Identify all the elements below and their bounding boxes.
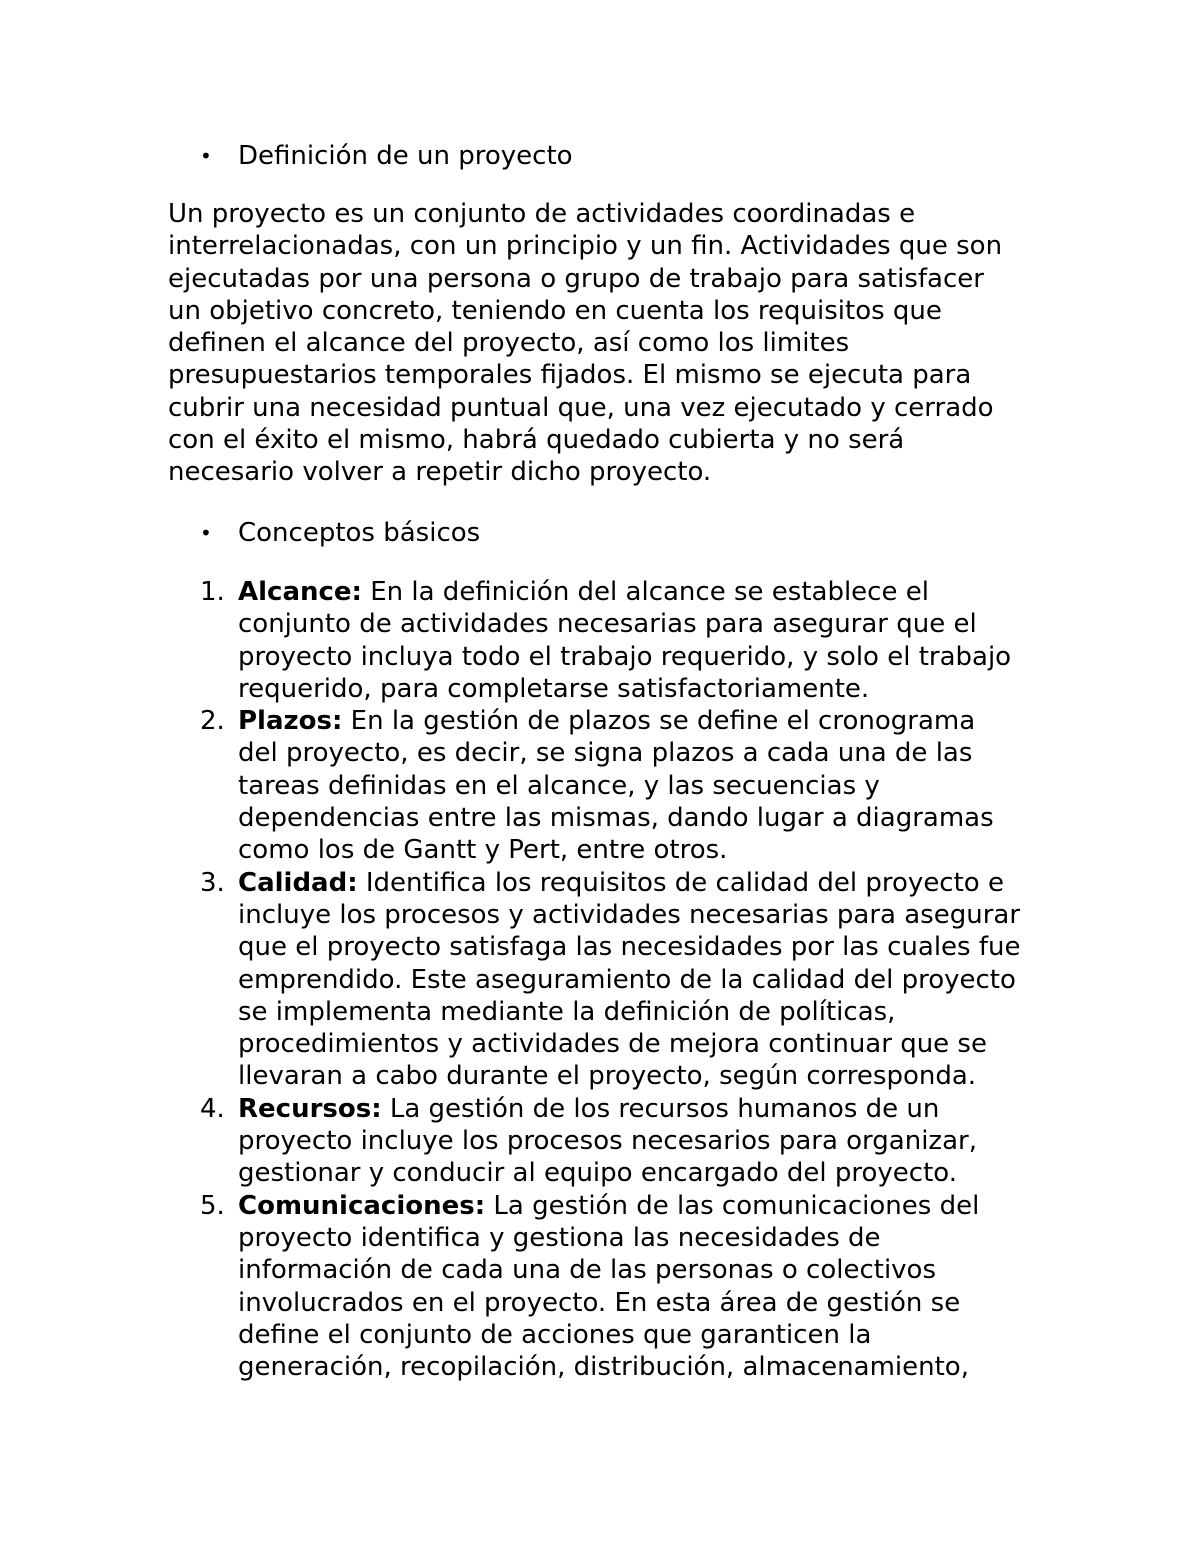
list-line: proyecto incluye los procesos necesarios para organizar, bbox=[238, 1126, 977, 1157]
term-label: Calidad: bbox=[238, 867, 358, 898]
bullet-heading-conceptos bbox=[200, 517, 480, 549]
list-number: 2. bbox=[200, 706, 225, 737]
list-number: 5. bbox=[200, 1190, 225, 1221]
term-text: La gestión de las comunicaciones del bbox=[485, 1190, 980, 1221]
paragraph-line: interrelacionadas, con un principio y un fin. Actividades que son bbox=[168, 231, 1003, 262]
paragraph-line: necesario volver a repetir dicho proyecto. bbox=[168, 457, 712, 488]
list-number: 4. bbox=[200, 1093, 225, 1124]
heading-text: Conceptos básicos bbox=[238, 518, 481, 548]
concepts-list bbox=[200, 576, 1100, 1383]
paragraph-line: ejecutadas por una persona o grupo de trabajo para satisfacer bbox=[168, 263, 984, 294]
heading-text: Definición de un proyecto bbox=[238, 141, 573, 171]
bullet-dot: • bbox=[200, 144, 212, 168]
term-text: Identifica los requisitos de calidad del proyecto e bbox=[357, 867, 1004, 898]
list-line: proyecto incluya todo el trabajo requerido, y solo el trabajo bbox=[238, 641, 1012, 672]
term-label: Comunicaciones: bbox=[238, 1190, 486, 1221]
list-line: como los de Gantt y Pert, entre otros. bbox=[238, 835, 728, 866]
list-line: que el proyecto satisfaga las necesidades por las cuales fue bbox=[238, 932, 1021, 963]
list-line: emprendido. Este aseguramiento de la calidad del proyecto bbox=[238, 964, 1016, 995]
term-label: Alcance: bbox=[238, 577, 362, 607]
paragraph-line: un objetivo concreto, teniendo en cuenta los requisitos que bbox=[168, 295, 942, 326]
list-line bbox=[238, 867, 1100, 899]
list-line: define el conjunto de acciones que garanticen la bbox=[238, 1319, 872, 1350]
list-line bbox=[238, 705, 1100, 737]
term-label: Plazos: bbox=[238, 706, 343, 737]
list-line bbox=[238, 1190, 1100, 1222]
term-text: En la definición del alcance se establece el bbox=[361, 577, 929, 607]
list-item-plazos bbox=[200, 705, 1100, 866]
list-item-comunicaciones bbox=[200, 1190, 1100, 1384]
list-line: proyecto identifica y gestiona las necesidades de bbox=[238, 1222, 881, 1253]
term-text: En la gestión de plazos se define el cronograma bbox=[342, 706, 976, 737]
list-line bbox=[238, 576, 1100, 608]
paragraph-line: presupuestarios temporales fijados. El mismo se ejecuta para bbox=[168, 360, 972, 391]
list-line: gestionar y conducir al equipo encargado del proyecto. bbox=[238, 1158, 957, 1189]
intro-paragraph bbox=[168, 198, 1068, 489]
list-line bbox=[238, 1093, 1100, 1125]
paragraph-line: con el éxito el mismo, habrá quedado cubierta y no será bbox=[168, 425, 905, 456]
list-line: información de cada una de las personas o colectivos bbox=[238, 1255, 937, 1286]
list-line: llevaran a cabo durante el proyecto, según corresponda. bbox=[238, 1061, 977, 1092]
list-line: dependencias entre las mismas, dando lugar a diagramas bbox=[238, 803, 994, 834]
list-number: 3. bbox=[200, 867, 225, 898]
list-line: conjunto de actividades necesarias para asegurar que el bbox=[238, 609, 977, 640]
list-line: se implementa mediante la definición de políticas, bbox=[238, 996, 896, 1027]
term-text: La gestión de los recursos humanos de un bbox=[381, 1093, 940, 1124]
list-item-calidad bbox=[200, 867, 1100, 1093]
list-line: requerido, para completarse satisfactoriamente. bbox=[238, 673, 870, 704]
paragraph-line: Un proyecto es un conjunto de actividades coordinadas e bbox=[168, 199, 916, 229]
list-line: del proyecto, es decir, se signa plazos a cada una de las bbox=[238, 738, 973, 769]
list-line: involucrados en el proyecto. En esta área de gestión se bbox=[238, 1287, 961, 1318]
list-line: incluye los procesos y actividades necesarias para asegurar bbox=[238, 899, 1021, 930]
paragraph-line: definen el alcance del proyecto, así como los limites bbox=[168, 328, 850, 359]
bullet-dot: • bbox=[200, 521, 212, 545]
list-item-alcance bbox=[200, 576, 1100, 705]
term-label: Recursos: bbox=[238, 1093, 382, 1124]
list-line: procedimientos y actividades de mejora continuar que se bbox=[238, 1029, 987, 1060]
list-line: generación, recopilación, distribución, almacenamiento, bbox=[238, 1352, 969, 1383]
list-line: tareas definidas en el alcance, y las secuencias y bbox=[238, 770, 880, 801]
list-number: 1. bbox=[200, 577, 225, 607]
list-item-recursos bbox=[200, 1093, 1100, 1190]
bullet-heading-definicion bbox=[200, 140, 573, 172]
paragraph-line: cubrir una necesidad puntual que, una vez ejecutado y cerrado bbox=[168, 392, 994, 423]
